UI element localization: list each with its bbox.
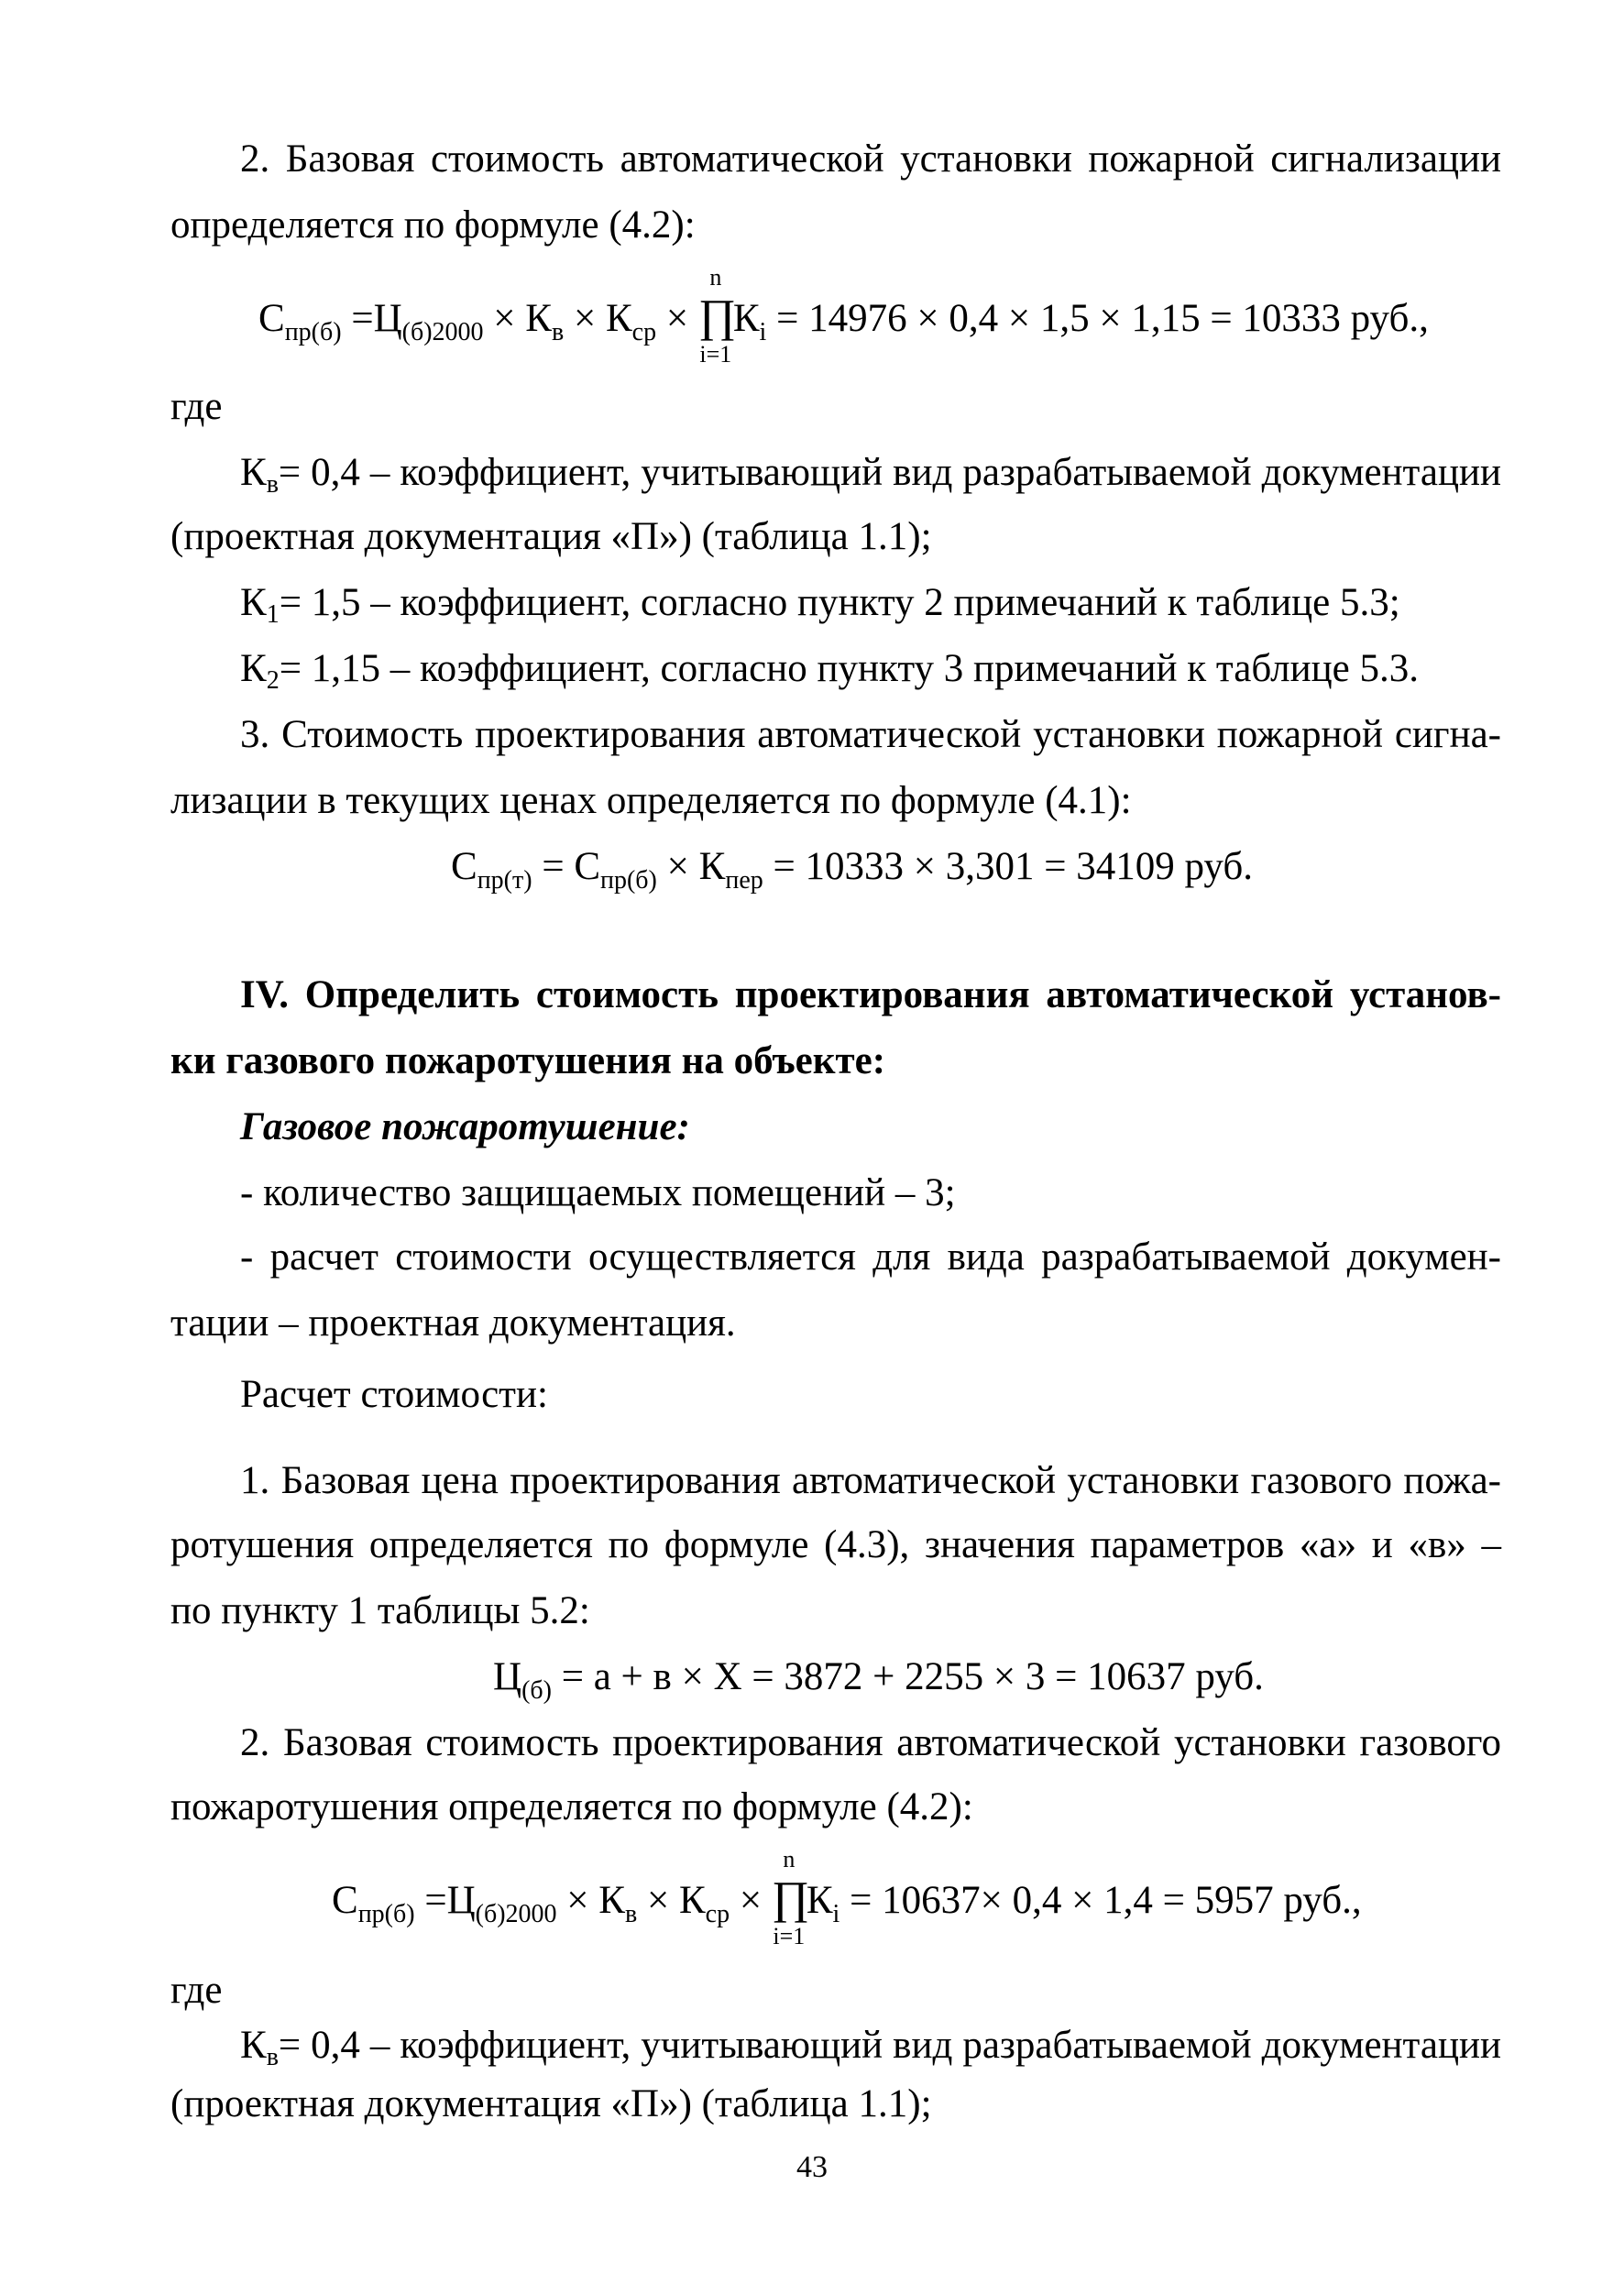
paragraph-2-line-2: определяется по формуле (4.2): (170, 203, 696, 247)
page-number: 43 (796, 2150, 828, 2184)
paragraph-3-line-2: лизации в текущих ценах определяется по формуле (4.1): (170, 779, 1132, 822)
calc-2-line-2: пожаротушения определяется по формуле (4.2): (170, 1785, 973, 1828)
formula-base-cost-alarm: $С_{пр(б)} =Ц_{(б)2000} \times К_в \times К_{ср}$ × n ∏ i=1 $К_i = 14976 \times 0,4 \times 1,5 \times 1,15 = 10333$ руб., (258, 264, 1429, 368)
gas-extinguishing-subtitle: Газовое пожаротушение: (240, 1105, 690, 1148)
paragraph-2-line-1: 2. Базовая стоимость автоматической установки пожарной сигнализации (240, 137, 1501, 181)
calc-1-line-1: 1. Базовая цена проектирования автоматической установки газового пожа- (240, 1459, 1501, 1502)
formula-current-price: $С_{пр(т)} = С_{пр(б)} \times К_{пер} = 10333 \times 3,301 = 34109$ руб. (451, 845, 1253, 895)
k2-definition: $К_2= 1,15$ – коэффициент, согласно пункту 3 примечаний к таблице 5.3. (240, 647, 1419, 695)
section-iv-heading-line-1: IV. Определить стоимость проектирования автоматической установ- (240, 973, 1501, 1016)
product-operator: n ∏ i=1 (771, 1846, 810, 1949)
calc-1-line-3: по пункту 1 таблицы 5.2: (170, 1589, 590, 1632)
where-label-2: где (170, 1969, 223, 2012)
formula-base-price-gas: $Ц_{(б)} = а + в \times Х = 3872 + 2255 \times 3 = 10637$ руб. (493, 1655, 1264, 1705)
kv-definition-1-line-1: $К_в= 0,4$ – коэффициент, учитывающий вид разрабатываемой документации (240, 451, 1501, 499)
bullet-doc-type-line-2: тации – проектная документация. (170, 1301, 736, 1345)
where-label-1: где (170, 385, 223, 428)
calculation-heading: Расчет стоимости: (240, 1373, 548, 1416)
k1-definition: $К_1= 1,5$ – коэффициент, согласно пункту 2 примечаний к таблице 5.3; (240, 581, 1400, 629)
calc-1-line-2: ротушения определяется по формуле (4.3), значения параметров «а» и «в» – (170, 1523, 1501, 1566)
bullet-rooms-count: - количество защищаемых помещений – 3; (240, 1171, 956, 1214)
kv-definition-2-line-2: (проектная документация «П») (таблица 1.1); (170, 2082, 932, 2125)
calc-2-line-1: 2. Базовая стоимость проектирования автоматической установки газового (240, 1721, 1501, 1764)
kv-definition-2-line-1: $К_в= 0,4$ – коэффициент, учитывающий вид разрабатываемой документации (240, 2024, 1501, 2071)
bullet-doc-type-line-1: - расчет стоимости осуществляется для вида разрабатываемой докумен- (240, 1235, 1501, 1279)
kv-definition-1-line-2: (проектная документация «П») (таблица 1.1); (170, 515, 932, 558)
formula-base-cost-gas: $С_{пр(б)} =Ц_{(б)2000} \times К_в \times К_{ср}$ × n ∏ i=1 $К_i = 10637\times 0,4 \times 1,4 = 5957$ руб., (332, 1846, 1362, 1949)
product-operator: n ∏ i=1 (697, 264, 737, 368)
paragraph-3-line-1: 3. Стоимость проектирования автоматической установки пожарной сигна- (240, 713, 1501, 756)
section-iv-heading-line-2: ки газового пожаротушения на объекте: (170, 1039, 886, 1082)
